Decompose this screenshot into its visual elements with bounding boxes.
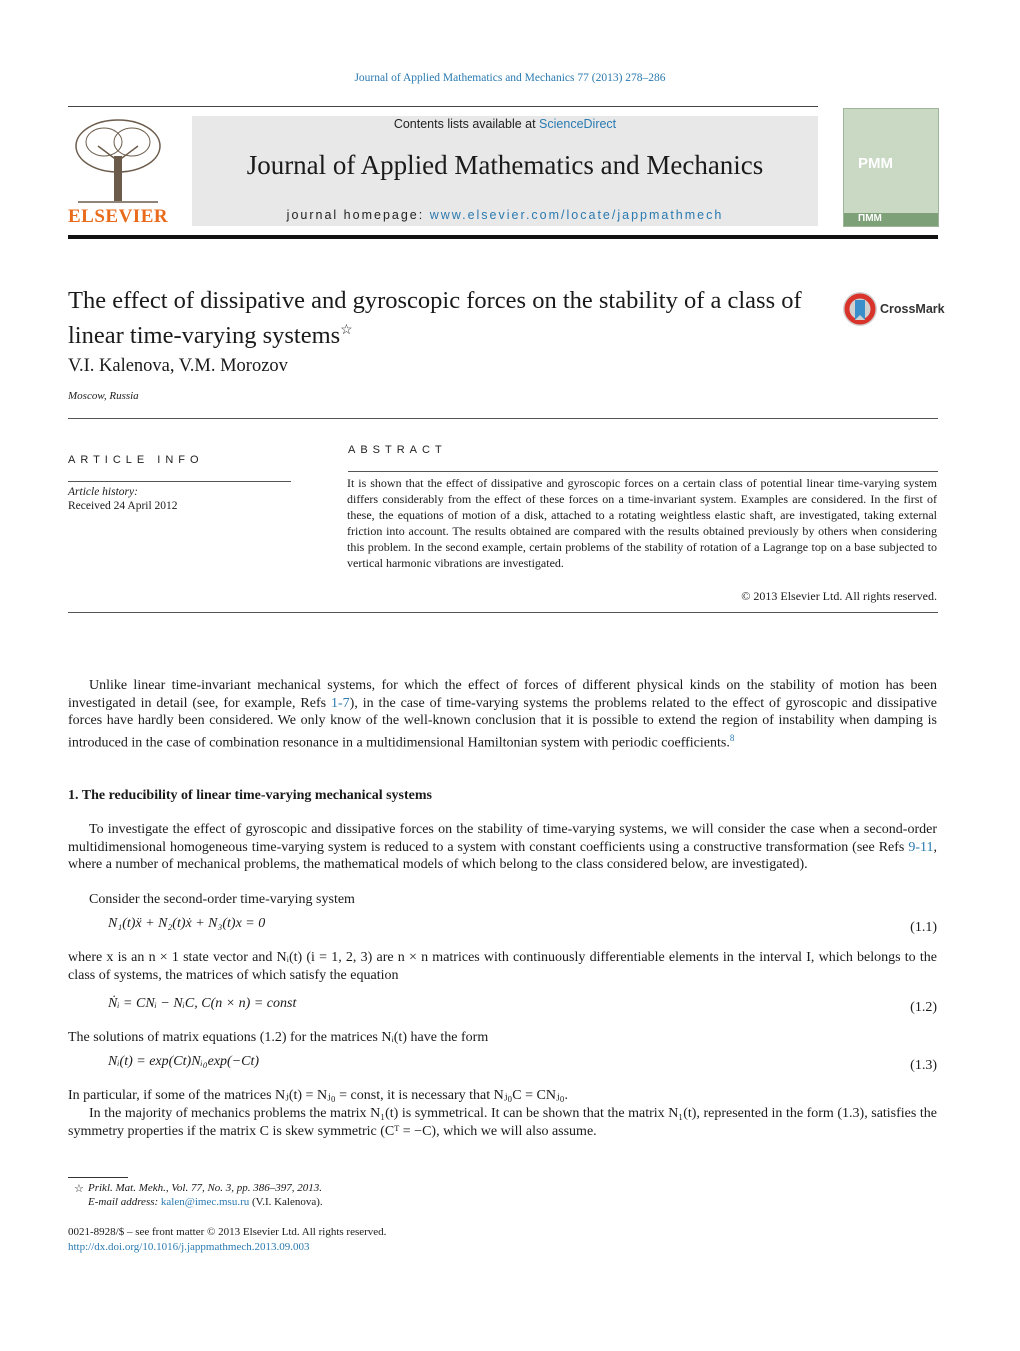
paragraph-solutions: The solutions of matrix equations (1.2) for the matrices Nᵢ(t) have the form [68, 1030, 489, 1045]
abstract-text: It is shown that the effect of dissipative and gyroscopic forces on a certain class of potential linear time-varying system differs considerably from the effect of these forces on a time-invariant system. Examples are considered. In the first of these, the equations of motion of a disk, attached to a rotating weightless elastic shaft, are investigated, taking external friction into account. The results obtained are compared with the results obtained previously by others when considering this problem. In the second example, certain problems of the stability of rotation of a Lagrange top on a base subjected to vertical harmonic vibrations are investigated. [347, 476, 937, 570]
article-title [68, 286, 808, 351]
crossmark-label[interactable]: CrossMark [880, 302, 945, 316]
equation-1-2: Ṅᵢ = CNᵢ − NᵢC, C(n × n) = const [108, 996, 297, 1011]
equation-1-3: Nᵢ(t) = exp(Ct)Nᵢ₀exp(−Ct) [108, 1054, 260, 1069]
article-history-label: Article history: [68, 486, 138, 498]
affiliation: Moscow, Russia [68, 390, 139, 402]
authors: V.I. Kalenova, V.M. Morozov [68, 356, 288, 376]
intro-text-a: Unlike linear time-invariant mechanical systems, for which the effect of forces of different physical kinds on the stability of motion has been investigated in detail (see, for example, Refs [68, 678, 937, 711]
email-link[interactable]: kalen@imec.msu.ru [160, 1196, 250, 1208]
p1-text-a: To investigate the effect of gyroscopic and dissipative forces on the stability of time-varying systems, we will consider the case when a second-order multidimensional homogeneous time-varying system is reduced to a system with constant coefficients using a constructive transformation (see Refs [68, 822, 937, 855]
divider-rule-2 [68, 612, 938, 613]
equation-1-1-number: (1.1) [910, 920, 937, 935]
ref-link-1-7[interactable]: 1-7 [331, 695, 350, 711]
paragraph-in-particular: In particular, if some of the matrices Nⱼ(t) = Nⱼ₀ = const, it is necessary that Nⱼ₀C = CNⱼ₀. [68, 1088, 569, 1103]
footnote-star: ☆ [74, 1183, 84, 1195]
footnote-citation [88, 1182, 322, 1194]
cover-bottom-label: ПММ [858, 213, 882, 224]
doi-link[interactable]: http://dx.doi.org/10.1016/j.jappmathmech.2013.09.003 [68, 1241, 310, 1253]
equation-1-2-number: (1.2) [910, 1000, 937, 1015]
email-label: E-mail address: [88, 1196, 161, 1208]
journal-reference[interactable]: Journal of Applied Mathematics and Mechanics 77 (2013) 278–286 [354, 72, 666, 84]
contents-prefix: Contents lists available at [393, 117, 540, 131]
top-rule [68, 106, 818, 107]
abstract-copyright: © 2013 Elsevier Ltd. All rights reserved. [741, 589, 937, 603]
abstract-heading: ABSTRACT [348, 444, 447, 456]
title-footnote-mark[interactable]: ☆ [340, 323, 353, 338]
journal-homepage [192, 208, 818, 222]
homepage-link[interactable]: www.elsevier.com/locate/jappmathmech [429, 208, 724, 222]
paragraph-majority: In the majority of mechanics problems the matrix N₁(t) is symmetrical. It can be shown that the matrix N₁(t), represented in the form (1.3), satisfies the symmetry properties if the matrix C is skew symmetric (Cᵀ = −C), which we will also assume. [68, 1106, 937, 1139]
ref-link-9-11[interactable]: 9-11 [908, 839, 934, 855]
sciencedirect-link[interactable]: ScienceDirect [539, 117, 617, 131]
section-1-paragraph [68, 821, 937, 874]
contents-line [192, 117, 818, 131]
equation-1-1: N₁(t)ẍ + N₂(t)ẋ + N₃(t)x = 0 [108, 916, 266, 931]
article-info-rule [68, 481, 291, 482]
section-1-heading: 1. The reducibility of linear time-varying mechanical systems [68, 788, 432, 803]
crossmark-icon [842, 290, 882, 330]
abstract-rule [348, 471, 938, 472]
divider-rule [68, 418, 938, 419]
issn-line: 0021-8928/$ – see front matter © 2013 Elsevier Ltd. All rights reserved. [68, 1226, 387, 1238]
email-owner: (V.I. Kalenova). [249, 1196, 323, 1208]
received-date: Received 24 April 2012 [68, 500, 178, 512]
intro-paragraph [68, 677, 937, 752]
elsevier-wordmark: ELSEVIER [68, 206, 169, 227]
journal-cover-thumbnail[interactable] [843, 108, 939, 227]
footnote-citation-text: Prikl. Mat. Mekh., Vol. 77, No. 3, pp. 386–397, 2013. [88, 1182, 323, 1194]
paragraph-consider: Consider the second-order time-varying system [89, 892, 355, 907]
article-title-text: The effect of dissipative and gyroscopic forces on the stability of a class of linear time-varying systems [68, 287, 802, 350]
cover-title: PMM [858, 155, 893, 172]
p1-text-b: , where a number of mechanical problems, the mathematical models of which belong to the class considered below, are investigated). [68, 839, 937, 873]
footnote-rule [68, 1177, 128, 1178]
equation-1-3-number: (1.3) [910, 1058, 937, 1073]
homepage-prefix: journal homepage: [286, 208, 430, 222]
ref-link-8[interactable]: 8 [729, 732, 735, 743]
paragraph-where: where x is an n × 1 state vector and Nᵢ(t) (i = 1, 2, 3) are n × n matrices with continuously differentiable elements in the interval I, which belongs to the class of systems, the matrices of which satisfy the equation [68, 950, 937, 983]
footnote-email [88, 1196, 323, 1208]
header-thick-rule [68, 235, 938, 239]
article-info-heading: ARTICLE INFO [68, 454, 204, 466]
journal-title: Journal of Applied Mathematics and Mechanics [246, 150, 764, 180]
intro-text-b: ), in the case of time-varying systems the problems related to the effect of gyroscopic and dissipative forces have hardly been considered. We only know of the well-known conclusion that it is possible to extend the region of instability when damping is introduced in the case of combination resonance in a multidimensional Hamiltonian system with periodic coefficients. [68, 695, 937, 751]
